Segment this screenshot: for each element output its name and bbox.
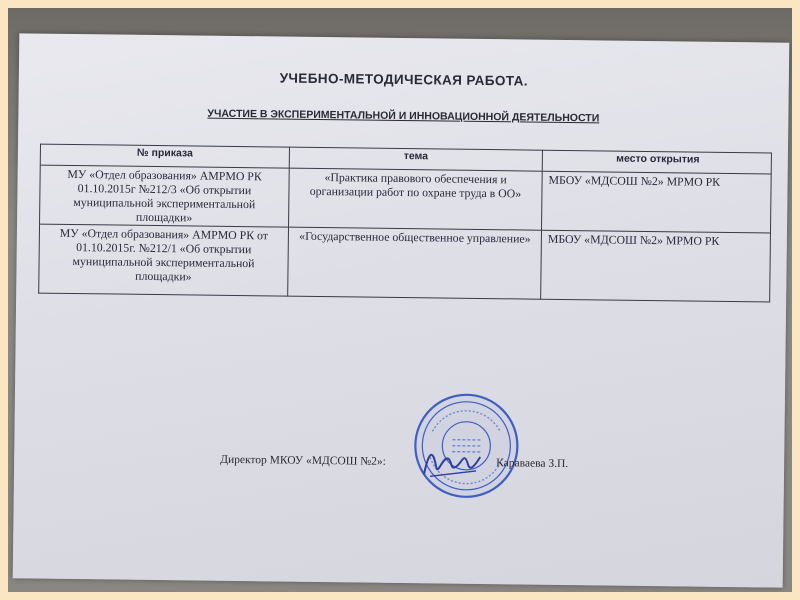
- table-row: [39, 224, 771, 302]
- order-cell: МУ «Отдел образования» АМРМО РК от 01.10.2015г. №212/1 «Об открытии муниципальной экспериментальной площадки»: [39, 224, 289, 296]
- director-name: Караваева З.П.: [496, 457, 569, 471]
- place-cell: МБОУ «МДСОШ №2» МРМО РК: [541, 230, 771, 302]
- director-title: Директор МКОУ «МДСОШ №2»:: [220, 453, 386, 468]
- order-cell: МУ «Отдел образования» АМРМО РК 01.10.2015г №212/3 «Об открытии муниципальной экспериментальной площадки»: [40, 165, 290, 227]
- document-subtitle: УЧАСТИЕ В ЭКСПЕРИМЕНТАЛЬНОЙ И ИННОВАЦИОННОЙ ДЕЯТЕЛЬНОСТИ: [207, 107, 600, 125]
- document-sheet: [13, 33, 790, 587]
- signature-icon: [418, 436, 489, 487]
- header-topic: тема: [289, 147, 542, 171]
- orders-table: [38, 144, 772, 303]
- table-row: [40, 165, 772, 233]
- header-order-number: № приказа: [40, 144, 289, 168]
- bleed-through-text: [15, 379, 785, 402]
- topic-cell: «Практика правового обеспечения и организации работ по охране труда в ОО»: [289, 168, 543, 230]
- header-place: место открытия: [542, 150, 771, 174]
- document-title: УЧЕБНО-МЕТОДИЧЕСКАЯ РАБОТА.: [279, 70, 529, 89]
- photo-background: [8, 8, 792, 592]
- topic-cell: «Государственное общественное управление»: [288, 227, 542, 299]
- place-cell: МБОУ «МДСОШ №2» МРМО РК: [541, 171, 771, 233]
